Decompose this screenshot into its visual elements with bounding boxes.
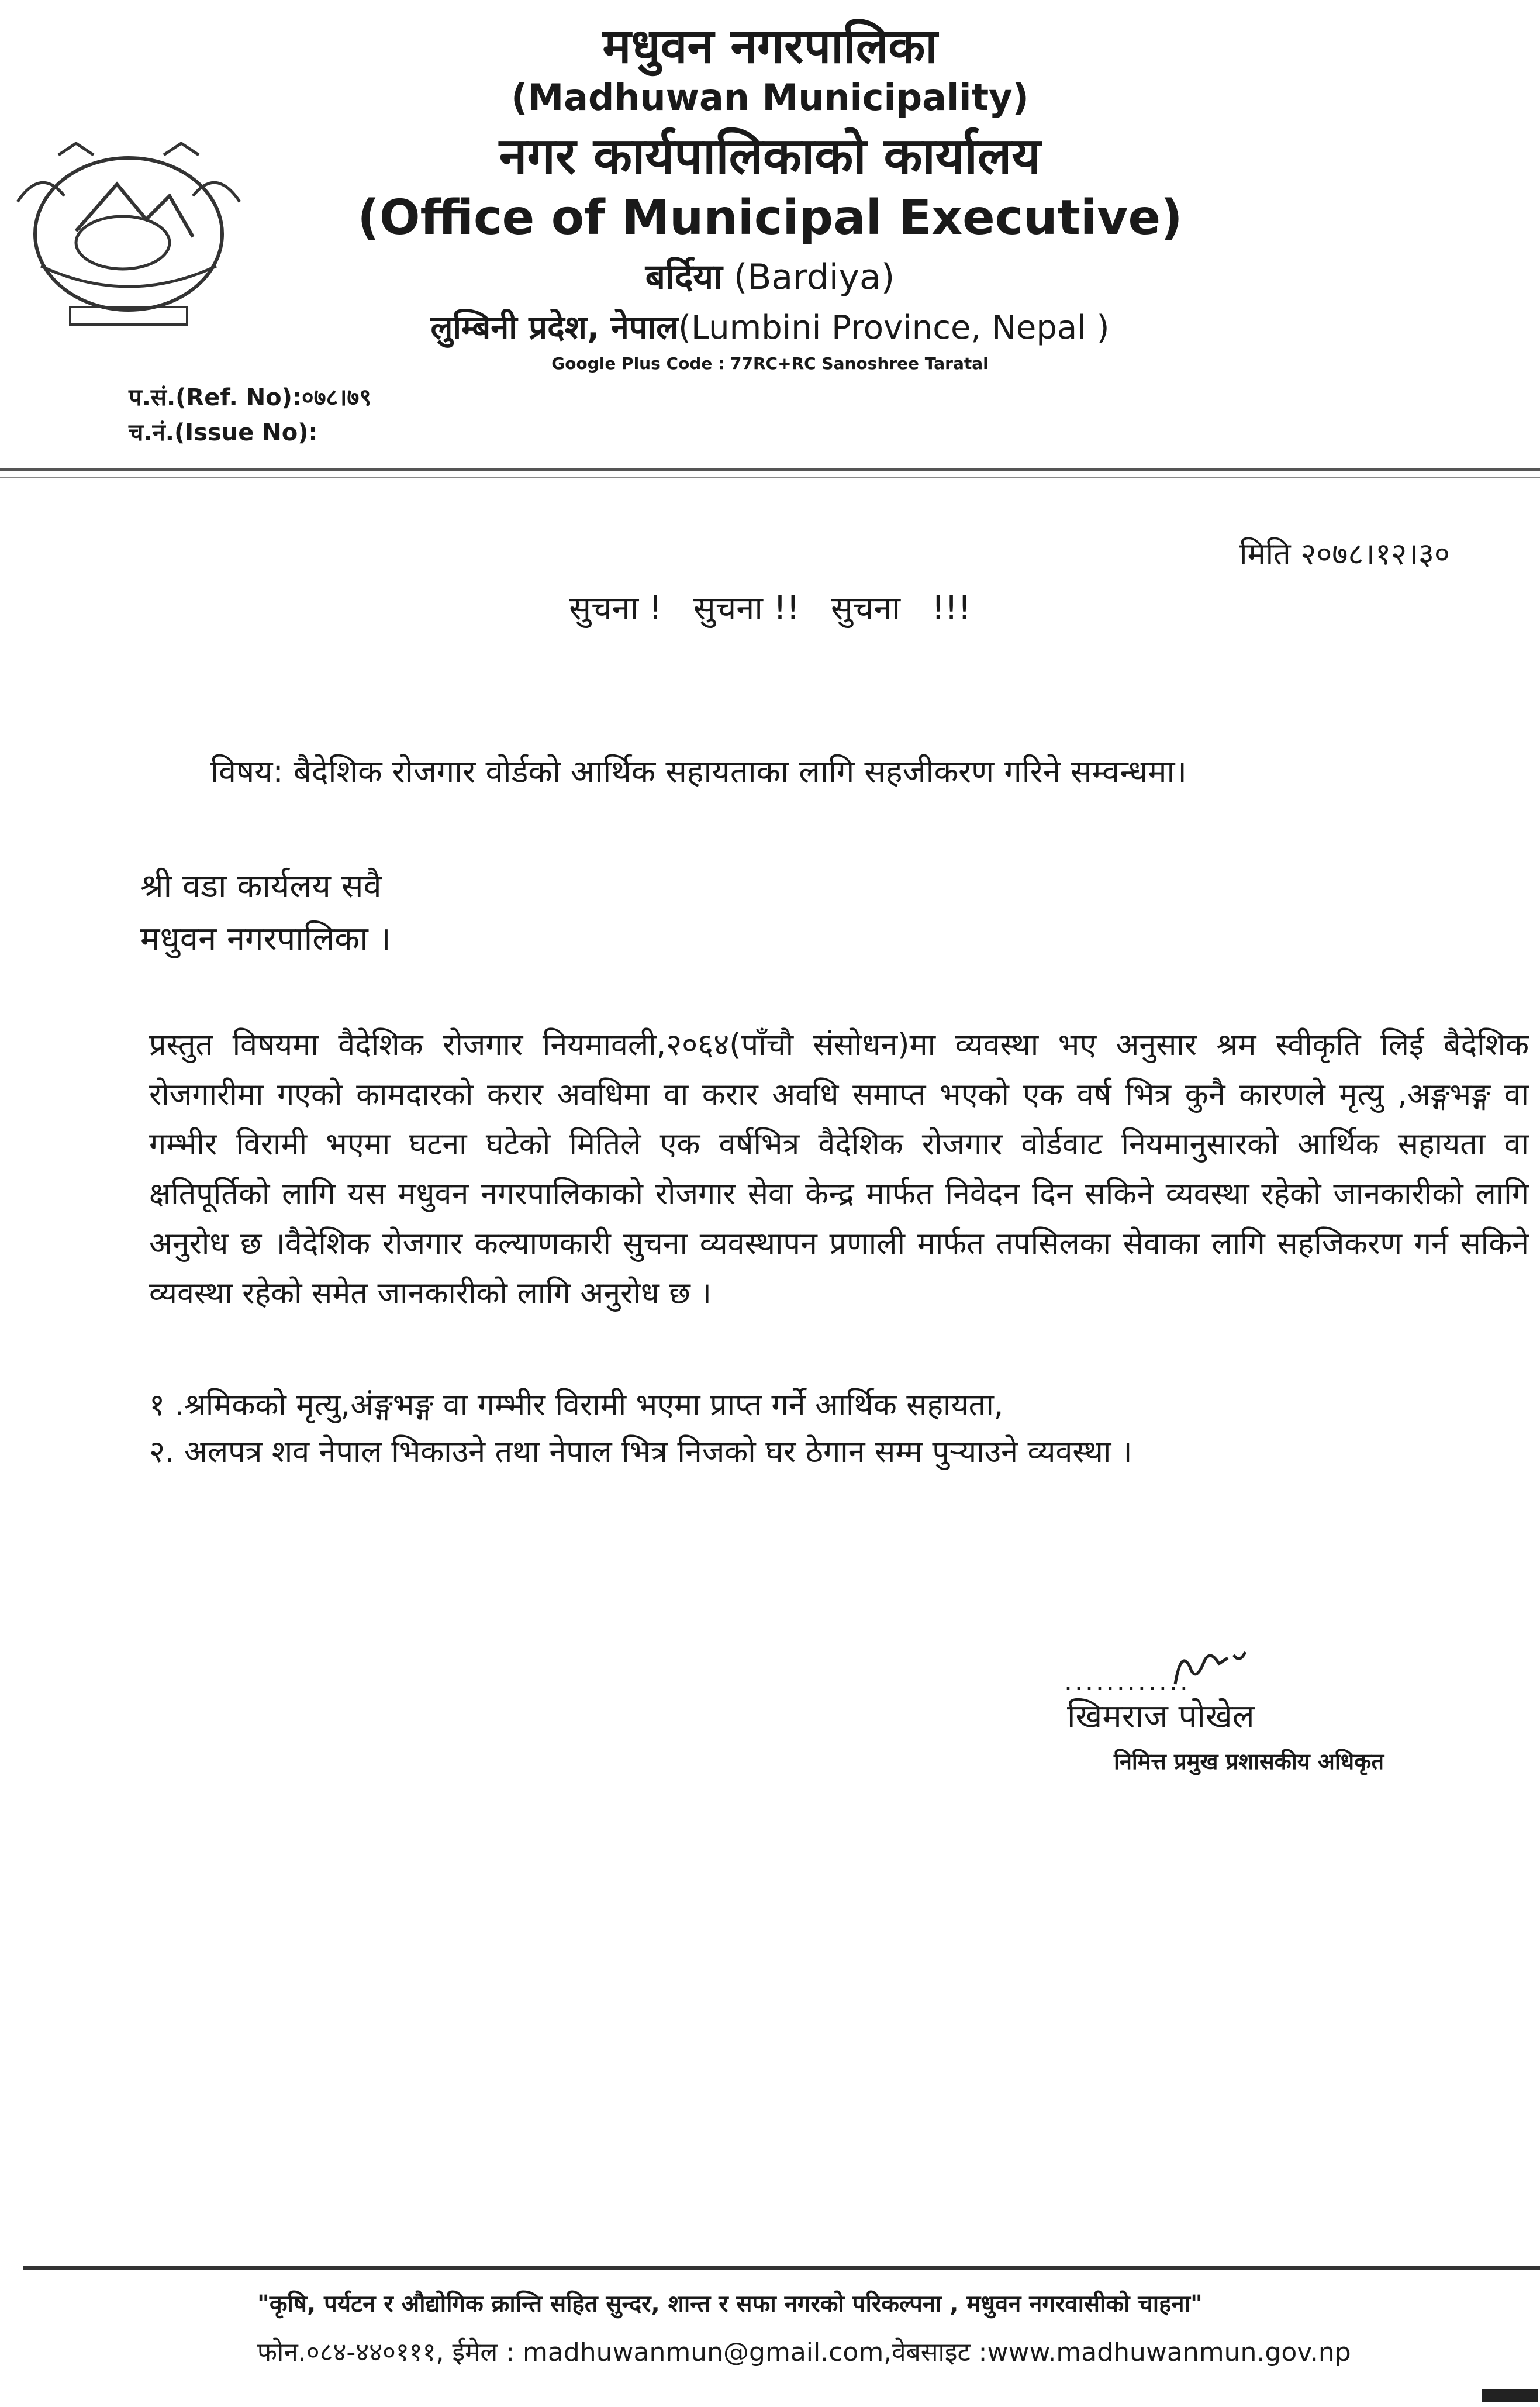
province-english: (Lumbini Province, Nepal )	[678, 309, 1110, 347]
list-item: १ .श्रमिकको मृत्यु,अंङ्गभङ्ग वा गम्भीर विरामी भएमा प्राप्त गर्ने आर्थिक सहायता,	[149, 1388, 1004, 1423]
body-paragraph: प्रस्तुत विषयमा वैदेशिक रोजगार नियमावली,२०६४(पाँचौ संसोधन)मा व्यवस्था भए अनुसार श्रम स्वीकृति लिई बैदेशिक रोजगारीमा गएको कामदारको करार अवधिमा वा करार अवधि समाप्त भएको एक वर्ष भित्र कुनै कारणले मृत्यु ,अङ्गभङ्ग वा गम्भीर विरामी भएमा घटना घटेको मितिले एक वर्षभित्र वैदेशिक रोजगार वोर्डवाट नियमानुसारको आर्थिक सहायता वा क्षतिपूर्तिको लागि यस मधुवन नगरपालिकाको रोजगार सेवा केन्द्र मार्फत निवेदन दिन सकिने व्यवस्था रहेको जानकारीको लागि अनुरोध छ ।वैदेशिक रोजगार कल्याणकारी सुचना व्यवस्थापन प्रणाली मार्फत तपसिलका सेवाका लागि सहजिकरण गर्न सकिने व्यवस्था रहेको समेत जानकारीको लागि अनुरोध छ ।	[149, 1027, 1529, 1311]
header-divider	[0, 468, 1540, 471]
footer-motto: "कृषि, पर्यटन र औद्योगिक क्रान्ति सहित सुन्दर, शान्त र सफा नगरको परिकल्पना , मधुवन नगरवासीको चाहना"	[257, 2291, 1203, 2318]
addressee-line-1: श्री वडा कार्यलय सवै	[140, 867, 382, 905]
district-line	[0, 251, 1540, 299]
addressee-line-2: मधुवन नगरपालिका ।	[140, 920, 391, 958]
office-name-nepali: नगर कार्यपालिकाको कार्यालय	[499, 127, 1041, 185]
footer-divider	[23, 2266, 1540, 2270]
district-nepali: बर्दिया	[645, 257, 723, 298]
footer-contact: फोन.०८४-४४०१११, ईमेल : madhuwanmun@gmail.com,वेबसाइट :www.madhuwanmun.gov.np	[257, 2337, 1351, 2367]
signatory-name: खिमराज पोखेल	[1067, 1698, 1255, 1736]
municipality-name-english: (Madhuwan Municipality)	[511, 76, 1029, 119]
subject-line: विषय: बैदेशिक रोजगार वोर्डको आर्थिक सहायताका लागि सहजीकरण गरिने सम्वन्धमा।	[210, 753, 1187, 790]
province-nepali: लुम्बिनी प्रदेश, नेपाल	[430, 309, 679, 347]
notice-heading: सुचना ! सुचना !! सुचना !!!	[569, 589, 971, 627]
signatory-designation: निमित्त प्रमुख प्रशासकीय अधिकृत	[1114, 1749, 1384, 1774]
signature-dots: ............	[1064, 1667, 1190, 1696]
district-english: (Bardiya)	[733, 257, 895, 298]
google-plus-code: Google Plus Code : 77RC+RC Sanoshree Taratal	[551, 354, 989, 373]
list-item: २. अलपत्र शव नेपाल भिकाउने तथा नेपाल भित्र निजको घर ठेगान सम्म पुऱ्याउने व्यवस्था ।	[149, 1434, 1132, 1470]
scan-mark	[1482, 2389, 1538, 2402]
issue-number: च.नं.(Issue No):	[129, 419, 318, 446]
reference-number: प.सं.(Ref. No):०७८।७९	[129, 384, 372, 411]
office-name-english: (Office of Municipal Executive)	[357, 190, 1183, 246]
header-divider-thin	[0, 477, 1540, 478]
document-date: मिति २०७८।१२।३०	[1239, 537, 1450, 572]
municipality-name-nepali: मधुवन नगरपालिका	[602, 19, 938, 74]
handwritten-signature-icon	[1163, 1643, 1280, 1696]
province-line	[0, 304, 1540, 349]
